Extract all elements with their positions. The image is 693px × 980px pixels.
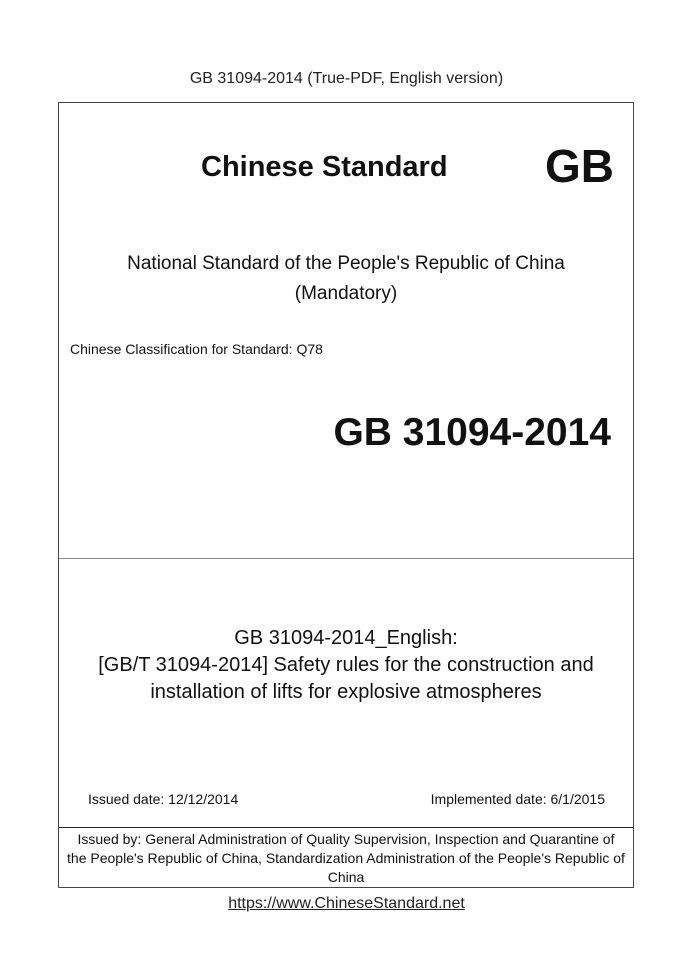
website-link[interactable]: https://www.ChineseStandard.net bbox=[228, 895, 465, 912]
issuer-line-3: China bbox=[327, 869, 365, 885]
cover-top-section bbox=[59, 103, 633, 559]
issuer-line-2: the People's Republic of China, Standardization Administration of the People's Republic of bbox=[67, 850, 625, 866]
national-standard-block bbox=[59, 249, 633, 309]
document-title bbox=[59, 625, 633, 706]
national-standard-line: National Standard of the People's Republic of China bbox=[127, 253, 565, 274]
issuer-line-1: Issued by: General Administration of Quality Supervision, Inspection and Quarantine of bbox=[77, 831, 615, 847]
gb-mark: GB bbox=[545, 140, 614, 192]
standard-label: Chinese Standard bbox=[201, 151, 448, 183]
title-line-3: installation of lifts for explosive atmospheres bbox=[150, 681, 542, 703]
implemented-date: Implemented date: 6/1/2015 bbox=[430, 791, 605, 807]
title-line-2: [GB/T 31094-2014] Safety rules for the construction and bbox=[98, 654, 594, 676]
issuer-section bbox=[59, 829, 633, 887]
standard-number: GB 31094-2014 bbox=[333, 411, 611, 454]
cover-frame bbox=[58, 102, 634, 888]
issuer-text bbox=[59, 829, 633, 887]
classification-text: Chinese Classification for Standard: Q78 bbox=[70, 341, 323, 357]
issued-date: Issued date: 12/12/2014 bbox=[88, 791, 239, 807]
mandatory-line: (Mandatory) bbox=[294, 283, 398, 304]
title-section bbox=[59, 559, 633, 828]
title-line-1: GB 31094-2014_English: bbox=[234, 627, 458, 649]
running-header: GB 31094-2014 (True-PDF, English version) bbox=[189, 70, 504, 87]
